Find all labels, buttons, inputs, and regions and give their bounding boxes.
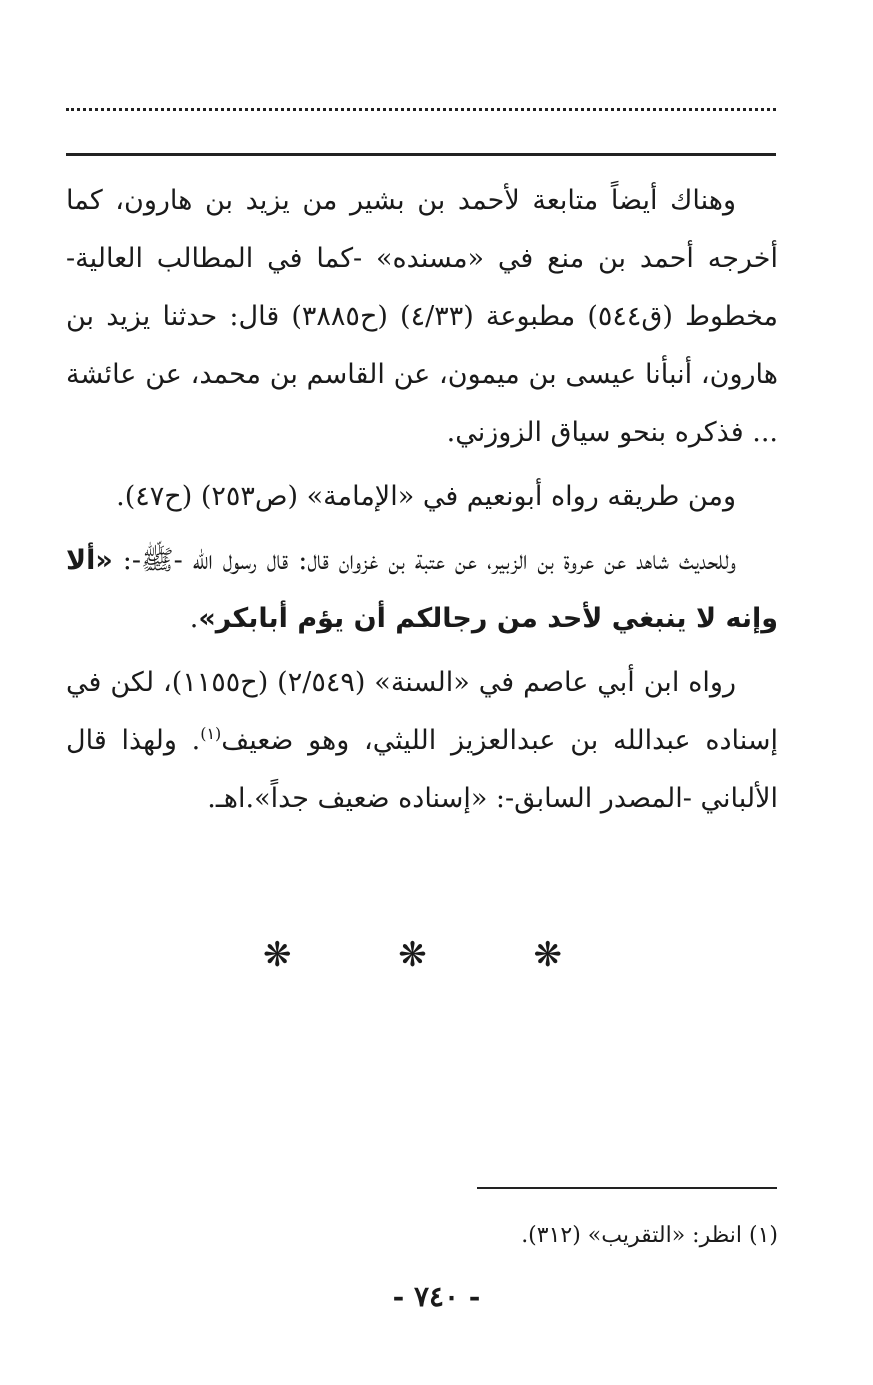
footnote-text: (١) انظر: «التقريب» (٣١٢). bbox=[521, 1223, 778, 1248]
paragraph-3-tail: . bbox=[189, 603, 199, 634]
section-separator: ❋ ❋ ❋ bbox=[262, 935, 611, 975]
paragraph-3-lead: وللحديث شاهد عن عروة بن الزبير، عن عتبة بن غزوان قال: قال رسول الله -ﷺ-: bbox=[112, 545, 736, 576]
header-solid-rule bbox=[66, 153, 776, 156]
main-text bbox=[66, 172, 778, 834]
footnote-reference[interactable]: (١) bbox=[200, 724, 222, 743]
paragraph-4-before: رواه ابن أبي عاصم في «السنة» (٢/٥٤٩) (ح١١٥٥)، لكن في إسناده عبدالله بن عبدالعزيز الليثي، وهو ضعيف bbox=[66, 667, 778, 756]
paragraph-3 bbox=[66, 532, 778, 648]
header-dotted-rule bbox=[66, 108, 776, 111]
paragraph-4-after: . ولهذا قال الألباني -المصدر السابق-: «إسناده ضعيف جداً».اهـ. bbox=[66, 725, 778, 814]
paragraph-4 bbox=[66, 654, 778, 828]
hadith-text: «ألا وإنه لا ينبغي لأحد من رجالكم أن يؤم أبابكر» bbox=[66, 545, 778, 634]
paragraph-1: وهناك أيضاً متابعة لأحمد بن بشير من يزيد بن هارون، كما أخرجه أحمد بن منع في «مسنده» -كما في المطالب العالية- مخطوط (ق٥٤٤) مطبوعة (٤/٣٣) (ح٣٨٨٥) قال: حدثنا يزيد بن هارون، أنبأنا عيسى بن ميمون، عن القاسم بن محمد، عن عائشة ... فذكره بنحو سياق الزوزني. bbox=[66, 185, 778, 448]
page-number: - ٧٤٠ - bbox=[392, 1280, 481, 1313]
paragraph-2: ومن طريقه رواه أبونعيم في «الإمامة» (ص٢٥٣) (ح٤٧). bbox=[116, 481, 736, 512]
footnote-rule bbox=[477, 1187, 777, 1189]
